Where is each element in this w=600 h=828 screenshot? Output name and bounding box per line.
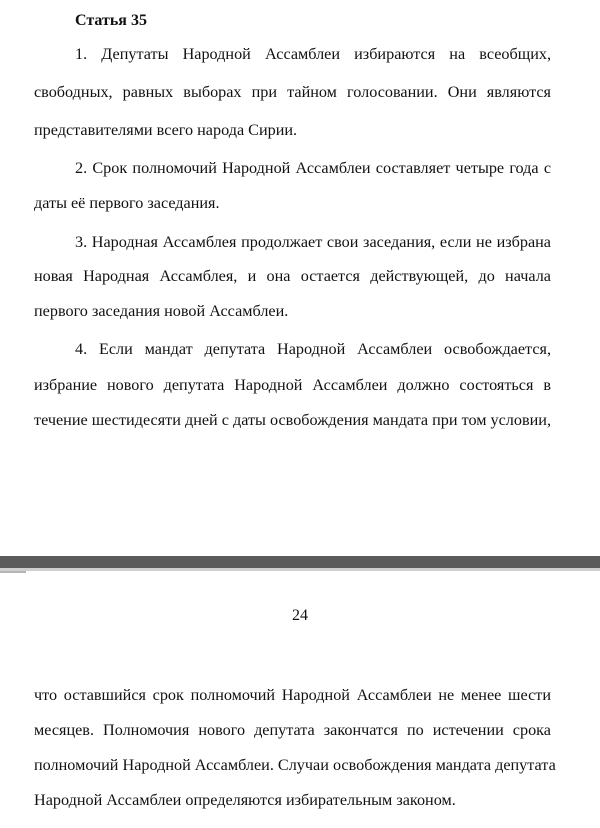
text-line: первого заседания новой Ассамблеи.	[34, 302, 289, 320]
text-line: даты её первого заседания.	[34, 194, 220, 212]
page-break-mark	[0, 571, 26, 573]
text-line: 4. Если мандат депутата Народной Ассамблеи освобождается,	[75, 340, 551, 358]
text-line: полномочий Народной Ассамблеи. Случаи освобождения мандата депутата	[34, 756, 556, 774]
article-heading: Статья 35	[75, 12, 147, 29]
text-line: свободных, равных выборах при тайном голосовании. Они являются	[34, 83, 551, 101]
page-break-divider	[0, 556, 600, 568]
page-number: 24	[292, 607, 308, 624]
page-break-shadow	[0, 568, 600, 571]
text-line: 3. Народная Ассамблея продолжает свои заседания, если не избрана	[75, 233, 551, 251]
text-line: 2. Срок полномочий Народной Ассамблеи составляет четыре года с	[75, 159, 551, 177]
text-line: представителями всего народа Сирии.	[34, 121, 298, 139]
text-line: избрание нового депутата Народной Ассамблеи должно состояться в	[34, 376, 551, 394]
text-line: Народной Ассамблеи определяются избирательным законом.	[34, 791, 456, 809]
text-line: месяцев. Полномочия нового депутата закончатся по истечении срока	[34, 721, 551, 739]
text-line: новая Народная Ассамблея, и она остается действующей, до начала	[34, 267, 551, 285]
text-line: что оставшийся срок полномочий Народной Ассамблеи не менее шести	[34, 686, 551, 704]
text-line: 1. Депутаты Народной Ассамблеи избираются на всеобщих,	[75, 45, 551, 63]
text-line: течение шестидесяти дней с даты освобождения мандата при том условии,	[34, 411, 551, 429]
